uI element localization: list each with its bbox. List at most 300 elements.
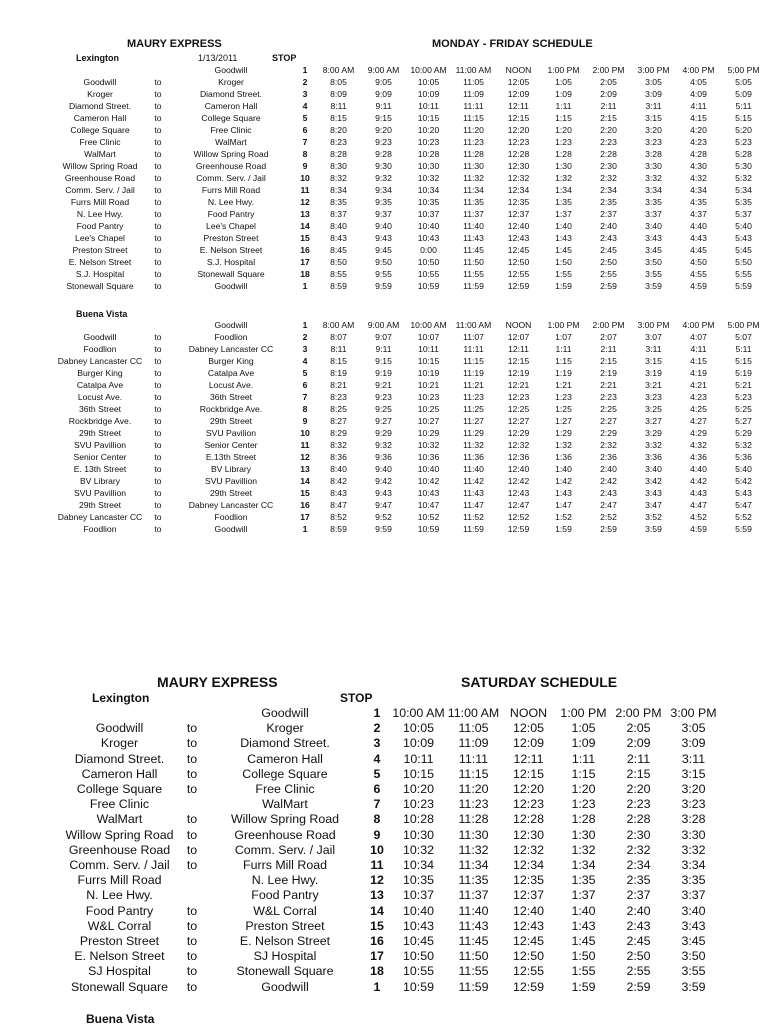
arrival-time: 1:52 [555,512,572,522]
arrival-time: 12:45 [507,245,530,255]
arrival-time: 11:30 [463,161,484,171]
arrival-time: 10:30 [402,827,434,842]
destination-stop: Cameron Hall [247,751,323,766]
arrival-time: 10:32 [417,440,440,450]
stop-number: 2 [302,332,308,342]
arrival-time: 4:09 [690,89,707,99]
arrival-time: 12:55 [507,269,530,279]
arrival-time: 8:52 [330,512,347,522]
origin-stop: E. Nelson Street [74,949,165,964]
to-word: to [154,428,162,438]
table-row [52,196,766,208]
arrival-time: 12:32 [507,173,530,183]
arrival-time: 12:40 [512,903,544,918]
arrival-time: 12:30 [507,161,530,171]
to-word: to [154,380,162,390]
stop-number: 12 [370,873,384,888]
lexington-label: Lexington [76,53,119,63]
arrival-time: 10:40 [402,903,434,918]
arrival-time: 5:15 [735,356,752,366]
destination-stop: Dabney Lancaster CC [188,344,274,354]
table-row [52,268,766,280]
arrival-time: 2:40 [600,221,617,231]
arrival-time: 11:36 [463,452,484,462]
to-word: to [186,721,198,736]
arrival-time: 3:37 [645,209,662,219]
arrival-time: 4:40 [690,464,707,474]
table-row [52,403,766,415]
stop-number: 10 [370,842,384,857]
origin-stop: Greenhouse Road [64,173,136,183]
arrival-time: 11:20 [458,782,489,797]
arrival-time: 10:21 [417,380,440,390]
arrival-time: 9:32 [375,173,392,183]
arrival-time: 12:34 [512,858,544,873]
destination-stop: W&L Corral [253,903,317,918]
arrival-time: 3:35 [681,873,706,888]
departure-time-header: 9:00 AM [367,65,400,75]
schedule-date: 1/13/2011 [198,53,238,63]
destination-stop: SVU Pavillion [204,476,258,486]
arrival-time: 4:40 [690,221,707,231]
destination-stop: Preston Street [245,918,325,933]
origin-stop: Willow Spring Road [62,161,138,171]
destination-stop: Greenhouse Road [234,827,336,842]
arrival-time: 11:32 [463,173,484,183]
departure-time-header: 11:00 AM [455,65,492,75]
arrival-time: 3:25 [645,404,662,414]
arrival-time: 3:40 [681,903,706,918]
arrival-time: 10:28 [402,812,434,827]
to-word: to [154,392,162,402]
arrival-time: 1:27 [555,416,572,426]
arrival-time: 9:43 [375,233,392,243]
arrival-time: 4:59 [690,524,707,534]
arrival-time: 9:45 [375,245,392,255]
time-header-row [62,706,721,721]
arrival-time: 11:59 [458,979,489,994]
arrival-time: 10:05 [402,721,434,736]
weekday-title: MAURY EXPRESS [127,38,222,50]
stop-number: 4 [302,101,308,111]
stop-number: 4 [302,356,308,366]
arrival-time: 3:45 [681,934,706,949]
arrival-time: 1:43 [571,918,596,933]
arrival-time: 5:59 [735,524,752,534]
saturday-stop-header: STOP [340,691,373,705]
arrival-time: 12:09 [512,736,544,751]
arrival-time: 3:23 [645,392,662,402]
arrival-time: 12:23 [507,392,530,402]
arrival-time: 3:59 [645,281,662,291]
to-word: to [154,464,162,474]
table-row [62,767,721,782]
arrival-time: 12:15 [507,113,530,123]
arrival-time: 3:40 [645,221,662,231]
arrival-time: 3:45 [645,245,662,255]
arrival-time: 8:15 [330,113,347,123]
start-stop-name: Goodwill [214,65,248,75]
arrival-time: 11:43 [463,488,484,498]
stop-number: 1 [302,281,308,291]
arrival-time: 3:09 [681,736,706,751]
arrival-time: 10:23 [417,137,440,147]
arrival-time: 10:11 [418,101,439,111]
arrival-time: 5:32 [735,173,752,183]
to-word: to [154,356,162,366]
origin-stop: Cameron Hall [81,766,158,781]
arrival-time: 3:23 [681,797,706,812]
stop-number: 1 [302,524,308,534]
arrival-time: 3:30 [681,827,706,842]
arrival-time: 1:50 [571,949,596,964]
arrival-time: 8:59 [330,524,347,534]
arrival-time: 2:20 [626,782,651,797]
saturday-lexington-label: Lexington [92,691,150,705]
blank-cell [52,319,148,331]
arrival-time: 10:43 [417,233,440,243]
arrival-time: 9:29 [375,428,392,438]
stop-number: 6 [302,125,308,135]
origin-stop: Greenhouse Road [68,842,171,857]
destination-stop: E.13th Street [205,452,257,462]
arrival-time: 9:07 [375,332,392,342]
arrival-time: 8:37 [330,209,347,219]
arrival-time: 2:28 [626,812,651,827]
arrival-time: 4:29 [690,428,707,438]
origin-stop: E. Nelson Street [68,257,132,267]
origin-stop: Diamond Street. [68,101,132,111]
arrival-time: 1:32 [555,440,572,450]
destination-stop: Preston Street [203,233,259,243]
arrival-time: 10:50 [417,257,440,267]
destination-stop: Comm. Serv. / Jail [196,173,266,183]
arrival-time: 9:21 [375,380,392,390]
arrival-time: 12:59 [512,979,544,994]
stop-number: 1 [373,979,381,994]
table-row [52,343,766,355]
arrival-time: 2:55 [626,964,651,979]
arrival-time: 1:07 [555,332,572,342]
departure-time-header: 3:00 PM [670,706,717,720]
arrival-time: 12:05 [512,721,544,736]
arrival-time: 10:20 [417,125,440,135]
arrival-time: 10:35 [417,197,440,207]
arrival-time: 12:59 [507,281,530,291]
to-word: to [154,149,162,159]
destination-stop: Free Clinic [210,125,252,135]
arrival-time: 11:42 [463,476,484,486]
departure-time-header: NOON [505,65,532,75]
blank-cell [177,706,207,721]
origin-stop: Furrs Mill Road [77,873,162,888]
blank-cell [52,64,148,76]
arrival-time: 2:32 [600,440,617,450]
arrival-time: 11:40 [463,464,484,474]
to-word: to [154,233,162,243]
arrival-time: 5:07 [735,332,752,342]
arrival-time: 5:19 [735,368,752,378]
to-word: to [186,812,198,827]
arrival-time: 4:23 [690,392,707,402]
arrival-time: 5:59 [735,281,752,291]
destination-stop: S.J. Hospital [206,257,256,267]
arrival-time: 10:19 [417,368,440,378]
departure-time-header: 10:00 AM [410,320,447,330]
stop-number: 9 [302,416,308,426]
arrival-time: 10:50 [402,949,434,964]
table-row [52,523,766,535]
arrival-time: 12:40 [507,464,530,474]
arrival-time: 4:07 [690,332,707,342]
arrival-time: 4:45 [690,245,707,255]
arrival-time: 1:35 [555,197,572,207]
arrival-time: 9:47 [375,500,392,510]
arrival-time: 12:45 [512,934,544,949]
arrival-time: 10:23 [417,392,440,402]
stop-number: 8 [302,149,308,159]
stop-number: 11 [370,858,384,873]
arrival-time: 11:05 [463,77,484,87]
arrival-time: 4:37 [690,209,707,219]
arrival-time: 11:21 [463,380,484,390]
destination-stop: Goodwill [214,524,248,534]
to-word: to [154,221,162,231]
origin-stop: Preston Street [72,245,128,255]
arrival-time: 8:32 [330,173,347,183]
arrival-time: 4:15 [690,356,707,366]
arrival-time: 1:32 [555,173,572,183]
stop-number: 17 [300,512,310,522]
arrival-time: 8:09 [330,89,347,99]
stop-number: 14 [300,476,310,486]
arrival-time: 3:05 [645,77,662,87]
arrival-time: 2:59 [600,281,617,291]
arrival-time: 8:19 [330,368,347,378]
origin-stop: Preston Street [79,934,160,949]
arrival-time: 3:34 [645,185,662,195]
arrival-time: 9:15 [375,356,392,366]
destination-stop: Stonewall Square [197,269,265,279]
arrival-time: 4:36 [690,452,707,462]
arrival-time: 5:11 [735,344,752,354]
arrival-time: 5:37 [735,209,752,219]
table-row [52,451,766,463]
to-word: to [154,173,162,183]
arrival-time: 12:35 [512,873,544,888]
arrival-time: 2:37 [626,888,651,903]
arrival-time: 10:34 [417,185,440,195]
table-row [52,256,766,268]
arrival-time: 12:47 [507,500,530,510]
arrival-time: 2:27 [600,416,617,426]
arrival-time: 10:55 [417,269,440,279]
arrival-time: 5:05 [735,77,752,87]
table-row [52,331,766,343]
arrival-time: 10:27 [417,416,440,426]
arrival-time: 12:29 [507,428,530,438]
table-row [52,88,766,100]
to-word [177,797,207,812]
arrival-time: 5:32 [735,440,752,450]
arrival-time: 4:32 [690,440,707,450]
arrival-time: 9:32 [375,440,392,450]
origin-stop: Comm. Serv. / Jail [65,185,135,195]
arrival-time: 9:42 [375,476,392,486]
to-word: to [154,440,162,450]
departure-time-header: 8:00 AM [322,65,355,75]
arrival-time: 11:47 [463,500,484,510]
origin-stop: Free Clinic [89,797,150,812]
arrival-time: 10:59 [417,281,440,291]
arrival-time: 3:59 [645,524,662,534]
table-row [62,736,721,751]
arrival-time: 2:29 [600,428,617,438]
start-stop-number: 1 [373,706,381,720]
arrival-time: 3:15 [645,113,662,123]
arrival-time: 2:19 [600,368,617,378]
arrival-time: 2:37 [600,209,617,219]
origin-stop: Catalpa Ave [76,380,124,390]
arrival-time: 2:43 [600,233,617,243]
origin-stop: S.J. Hospital [75,269,125,279]
arrival-time: 2:50 [626,949,651,964]
table-row [52,379,766,391]
arrival-time: 9:28 [375,149,392,159]
origin-stop: W&L Corral [87,918,152,933]
arrival-time: 11:28 [458,812,489,827]
arrival-time: 9:59 [375,281,392,291]
stop-number: 5 [373,766,381,781]
origin-stop: Foodlion [83,344,117,354]
arrival-time: 11:11 [458,751,489,766]
arrival-time: 11:34 [458,858,489,873]
arrival-time: 12:23 [507,137,530,147]
table-row [52,136,766,148]
saturday-buena-vista-label: Buena Vista [86,1012,155,1026]
arrival-time: 1:50 [555,257,572,267]
to-word [177,873,207,888]
arrival-time: 4:27 [690,416,707,426]
arrival-time: 12:43 [512,918,544,933]
arrival-time: 4:50 [690,257,707,267]
destination-stop: Willow Spring Road [193,149,269,159]
table-row [52,124,766,136]
arrival-time: 4:47 [690,500,707,510]
origin-stop: Free Clinic [79,137,121,147]
arrival-time: 2:43 [600,488,617,498]
arrival-time: 1:59 [555,524,572,534]
arrival-time: 3:36 [645,452,662,462]
arrival-time: 5:11 [735,101,752,111]
arrival-time: 3:30 [645,161,662,171]
table-row [62,858,721,873]
arrival-time: 10:29 [417,428,440,438]
arrival-time: 3:40 [645,464,662,474]
arrival-time: 3:11 [645,101,662,111]
arrival-time: 2:15 [626,766,651,781]
to-word: to [186,949,198,964]
arrival-time: 5:55 [735,269,752,279]
to-word: to [186,827,198,842]
arrival-time: 12:50 [507,257,530,267]
origin-stop: Dabney Lancaster CC [57,512,143,522]
origin-stop: Furrs Mill Road [70,197,130,207]
arrival-time: 5:40 [735,464,752,474]
stop-number: 13 [300,209,310,219]
arrival-time: 3:21 [645,380,662,390]
blank-cell [148,64,168,76]
origin-stop: Goodwill [95,721,144,736]
arrival-time: 3:32 [681,842,706,857]
arrival-time: 8:42 [330,476,347,486]
arrival-time: 11:34 [463,185,484,195]
arrival-time: 1:20 [555,125,572,135]
arrival-time: 11:15 [463,356,484,366]
arrival-time: 1:05 [571,721,596,736]
start-stop-name: Goodwill [214,320,248,330]
arrival-time: 1:09 [571,736,596,751]
origin-stop: Dabney Lancaster CC [57,356,143,366]
arrival-time: 8:32 [330,440,347,450]
arrival-time: 4:43 [690,233,707,243]
time-header-row [52,64,766,76]
arrival-time: 4:35 [690,197,707,207]
arrival-time: 10:09 [417,89,440,99]
arrival-time: 10:11 [403,751,434,766]
table-row [62,828,721,843]
destination-stop: Kroger [218,77,244,87]
table-row [52,244,766,256]
arrival-time: 11:09 [458,736,489,751]
stop-number: 6 [302,380,308,390]
arrival-time: 4:52 [690,512,707,522]
destination-stop: Comm. Serv. / Jail [234,842,336,857]
arrival-time: 5:34 [735,185,752,195]
origin-stop: N. Lee Hwy. [76,209,124,219]
arrival-time: 1:55 [571,964,596,979]
table-row [52,208,766,220]
arrival-time: 12:25 [507,404,530,414]
stop-number: 4 [373,751,381,766]
stop-number: 5 [302,368,308,378]
arrival-time: 11:23 [458,797,489,812]
arrival-time: 4:11 [690,344,707,354]
arrival-time: 1:15 [571,766,596,781]
arrival-time: 9:19 [375,368,392,378]
arrival-time: 1:15 [555,113,572,123]
departure-time-header: 5:00 PM [727,65,760,75]
arrival-time: 4:23 [690,137,707,147]
to-word: to [186,903,198,918]
arrival-time: 11:23 [463,137,484,147]
arrival-time: 4:05 [690,77,707,87]
arrival-time: 11:37 [458,888,489,903]
arrival-time: 1:37 [555,209,572,219]
arrival-time: 10:59 [417,524,440,534]
arrival-time: 12:21 [507,380,530,390]
arrival-time: 2:25 [600,404,617,414]
arrival-time: 5:40 [735,221,752,231]
to-word: to [154,452,162,462]
arrival-time: 1:30 [555,161,572,171]
arrival-time: 1:11 [571,751,596,766]
blank-cell [62,706,177,721]
arrival-time: 1:23 [555,392,572,402]
arrival-time: 11:45 [458,934,489,949]
arrival-time: 12:28 [512,812,544,827]
departure-time-header: 1:00 PM [547,320,580,330]
